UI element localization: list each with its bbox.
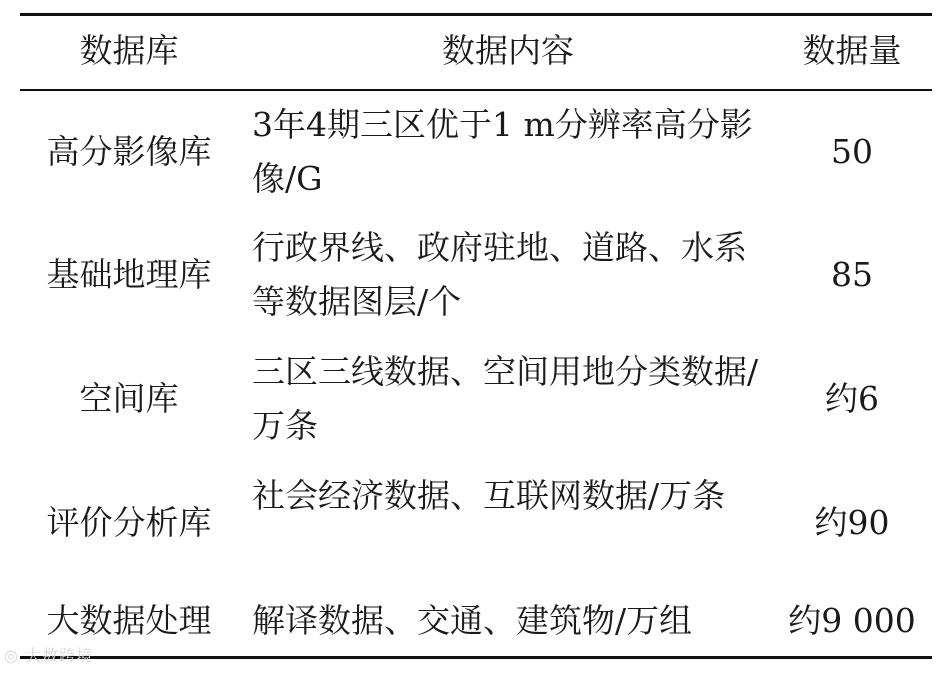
row-content: 解译数据、交通、建筑物/万组: [252, 601, 693, 640]
row-database-name: 评价分析库: [46, 503, 212, 542]
header-amount: 数据量: [802, 31, 902, 70]
row-content: 三区三线数据、空间用地分类数据/万条: [252, 352, 759, 445]
row-content: 社会经济数据、互联网数据/万条: [252, 476, 726, 515]
table-top-rule: [20, 13, 932, 16]
row-database-name: 基础地理库: [46, 255, 212, 294]
watermark: [4, 643, 93, 666]
watermark-text: 大数跨境: [25, 646, 94, 665]
row-content: 行政界线、政府驻地、道路、水系等数据图层/个: [252, 228, 747, 321]
table-bottom-rule: [20, 656, 932, 659]
row-database-name: 空间库: [79, 379, 179, 418]
row-amount: 约6: [825, 379, 879, 418]
row-amount: 50: [831, 132, 873, 171]
header-database: 数据库: [79, 31, 179, 70]
row-database-name: 高分影像库: [46, 132, 212, 171]
row-content: 3年4期三区优于1 m分辨率高分影像/G: [252, 105, 753, 198]
row-amount: 85: [831, 255, 873, 294]
header-content: 数据内容: [442, 31, 574, 70]
table-header-rule: [20, 89, 932, 91]
row-database-name: 大数据处理: [46, 601, 212, 640]
watermark-logo-icon: ◎: [4, 646, 19, 665]
row-amount: 约9 000: [788, 601, 916, 640]
row-amount: 约90: [814, 503, 890, 542]
